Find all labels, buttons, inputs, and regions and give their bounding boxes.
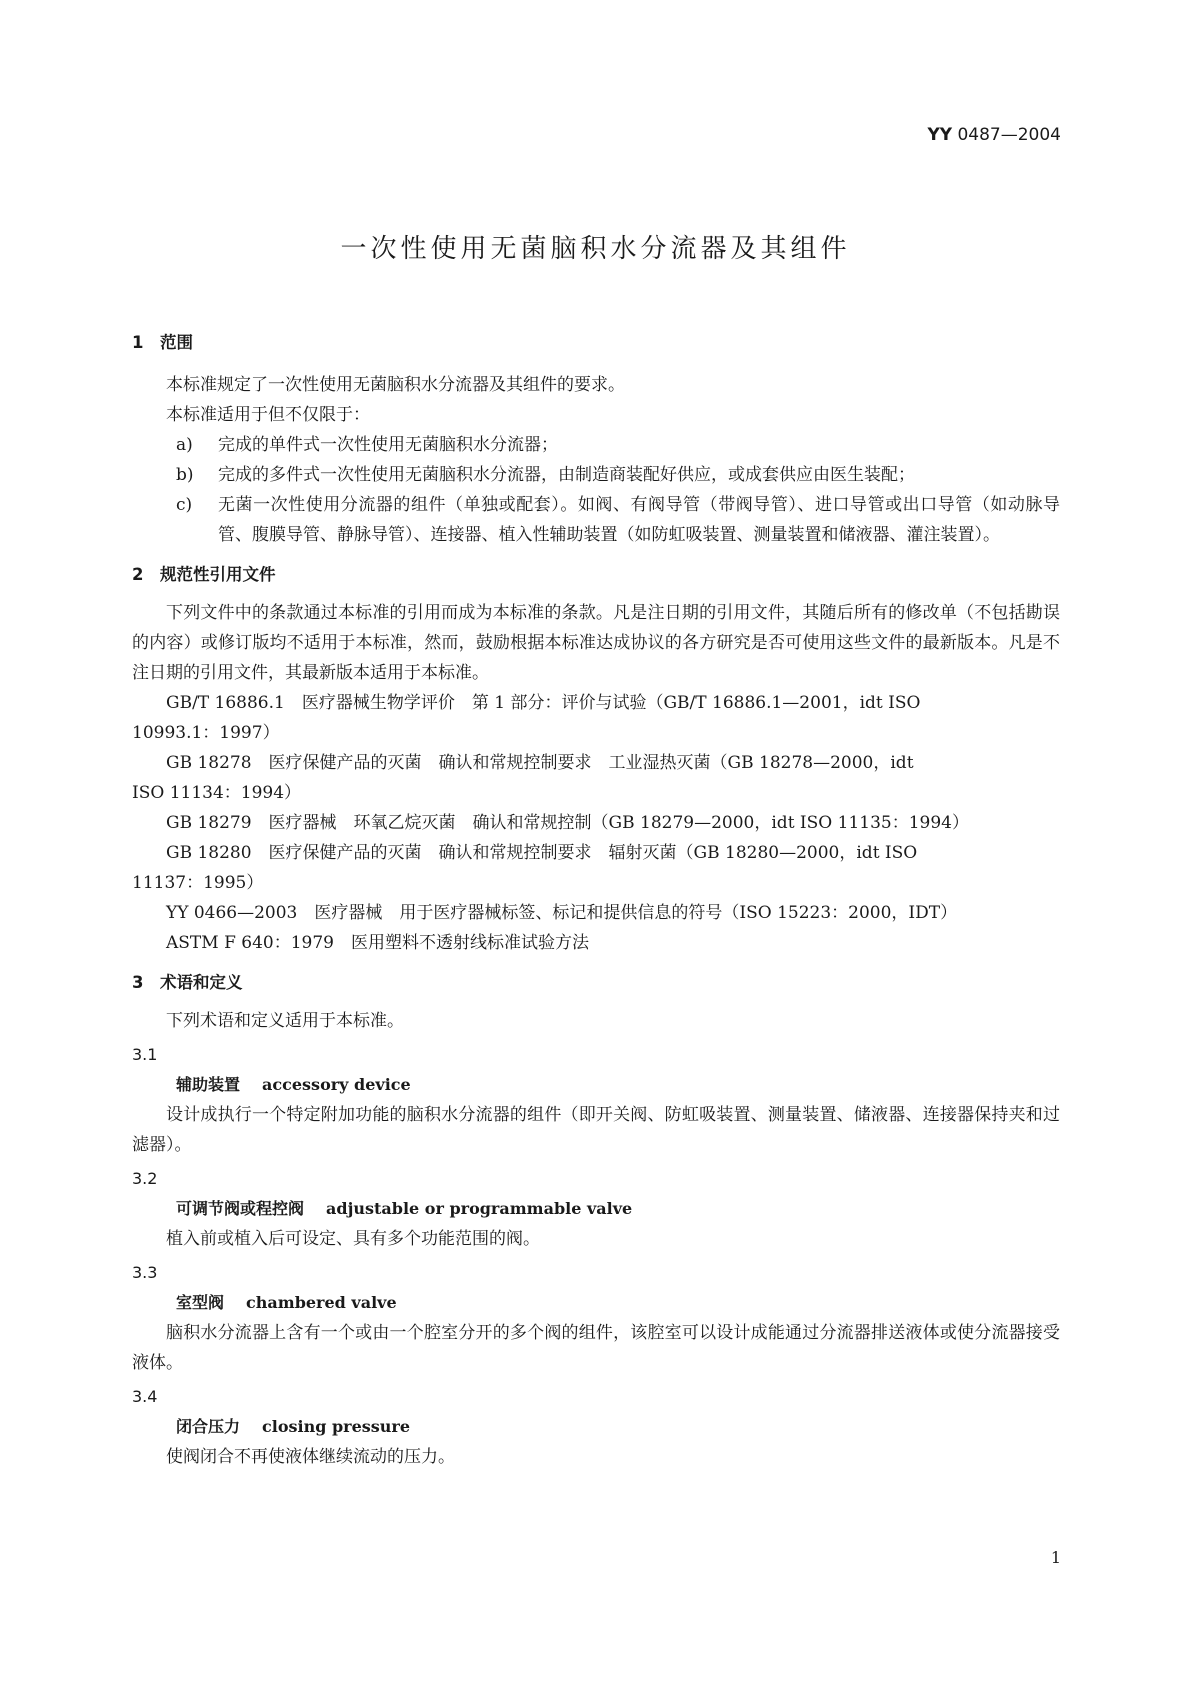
- term-definition: 设计成执行一个特定附加功能的脑积水分流器的组件（即开关阀、防虹吸装置、测量装置、储液器、连接器保持夹和过滤器）。: [132, 1105, 1060, 1155]
- term-zh: 闭合压力: [176, 1417, 241, 1436]
- term-definition: 脑积水分流器上含有一个或由一个腔室分开的多个阀的组件，该腔室可以设计成能通过分流器排送液体或使分流器接受液体。: [132, 1323, 1060, 1373]
- paragraph: 本标准规定了一次性使用无菌脑积水分流器及其组件的要求。: [166, 375, 625, 395]
- list-label: c): [176, 495, 193, 515]
- term-en: accessory device: [262, 1075, 411, 1094]
- section-number: 2: [132, 565, 144, 584]
- term-en: chambered valve: [246, 1293, 397, 1312]
- reference-line: GB/T 16886.1 医疗器械生物学评价 第 1 部分：评价与试验（GB/T 16886.1—2001，idt ISO: [166, 693, 921, 713]
- reference-continuation: 11137：1995）: [132, 873, 264, 893]
- term-definition: 植入前或植入后可设定、具有多个功能范围的阀。: [166, 1229, 540, 1249]
- reference-line: ASTM F 640：1979 医用塑料不透射线标准试验方法: [166, 933, 589, 953]
- term-zh: 辅助装置: [176, 1075, 241, 1094]
- reference-continuation: 10993.1：1997）: [132, 723, 280, 743]
- list-text: 完成的单件式一次性使用无菌脑积水分流器；: [218, 435, 558, 455]
- term-number: 3.3: [132, 1263, 158, 1282]
- reference-line: GB 18280 医疗保健产品的灭菌 确认和常规控制要求 辐射灭菌（GB 18280—2000，idt ISO: [166, 843, 918, 863]
- section-title: 规范性引用文件: [160, 565, 276, 584]
- list-text: 完成的多件式一次性使用无菌脑积水分流器，由制造商装配好供应，或成套供应由医生装配；: [218, 465, 915, 485]
- list-label: a): [176, 435, 193, 455]
- term-en: closing pressure: [262, 1417, 411, 1436]
- page-number: 1: [1050, 1548, 1061, 1567]
- term-number: 3.1: [132, 1045, 158, 1064]
- term-heading: [132, 1194, 1060, 1224]
- section-number: 3: [132, 973, 144, 992]
- list-item: [132, 430, 1060, 460]
- document-title: 一次性使用无菌脑积水分流器及其组件: [340, 234, 851, 264]
- reference-continuation: ISO 11134：1994）: [132, 783, 302, 803]
- section-title: 术语和定义: [160, 973, 243, 992]
- paragraph: 下列术语和定义适用于本标准。: [166, 1011, 404, 1031]
- reference-line: YY 0466—2003 医疗器械 用于医疗器械标签、标记和提供信息的符号（ISO 15223：2000，IDT）: [166, 903, 958, 923]
- paragraph: 本标准适用于但不仅限于：: [166, 405, 370, 425]
- standard-code-number: 0487—2004: [957, 125, 1061, 145]
- term-zh: 可调节阀或程控阀: [176, 1199, 305, 1218]
- section-heading-scope: [132, 328, 1060, 358]
- term-heading: [132, 1070, 1060, 1100]
- term-definition: 使阀闭合不再使液体继续流动的压力。: [166, 1447, 455, 1467]
- list-item: [132, 460, 1060, 490]
- term-heading: [132, 1288, 1060, 1318]
- term-number: 3.2: [132, 1169, 158, 1188]
- paragraph: 下列文件中的条款通过本标准的引用而成为本标准的条款。凡是注日期的引用文件，其随后所有的修改单（不包括勘误的内容）或修订版均不适用于本标准，然而，鼓励根据本标准达成协议的各方研究是否可使用这些文件的最新版本。凡是不注日期的引用文件，其最新版本适用于本标准。: [132, 603, 1060, 683]
- reference-line: GB 18278 医疗保健产品的灭菌 确认和常规控制要求 工业湿热灭菌（GB 18278—2000，idt: [166, 753, 914, 773]
- section-heading-terms-definitions: [132, 968, 1060, 998]
- reference-line: GB 18279 医疗器械 环氧乙烷灭菌 确认和常规控制（GB 18279—2000，idt ISO 11135：1994）: [166, 813, 969, 833]
- standard-code: [927, 125, 1061, 145]
- term-heading: [132, 1412, 1060, 1442]
- section-number: 1: [132, 333, 144, 352]
- document-body: [132, 328, 1060, 1472]
- term-zh: 室型阀: [176, 1293, 225, 1312]
- term-en: adjustable or programmable valve: [326, 1199, 633, 1218]
- section-heading-normative-references: [132, 560, 1060, 590]
- section-title: 范围: [160, 333, 193, 352]
- term-number: 3.4: [132, 1387, 158, 1406]
- list-item: [132, 490, 1060, 550]
- list-label: b): [176, 465, 194, 485]
- standard-code-prefix: YY: [927, 125, 953, 145]
- list-text: 无菌一次性使用分流器的组件（单独或配套）。如阀、有阀导管（带阀导管）、进口导管或出口导管（如动脉导管、腹膜导管、静脉导管）、连接器、植入性辅助装置（如防虹吸装置、测量装置和储液器、灌注装置）。: [218, 495, 1060, 545]
